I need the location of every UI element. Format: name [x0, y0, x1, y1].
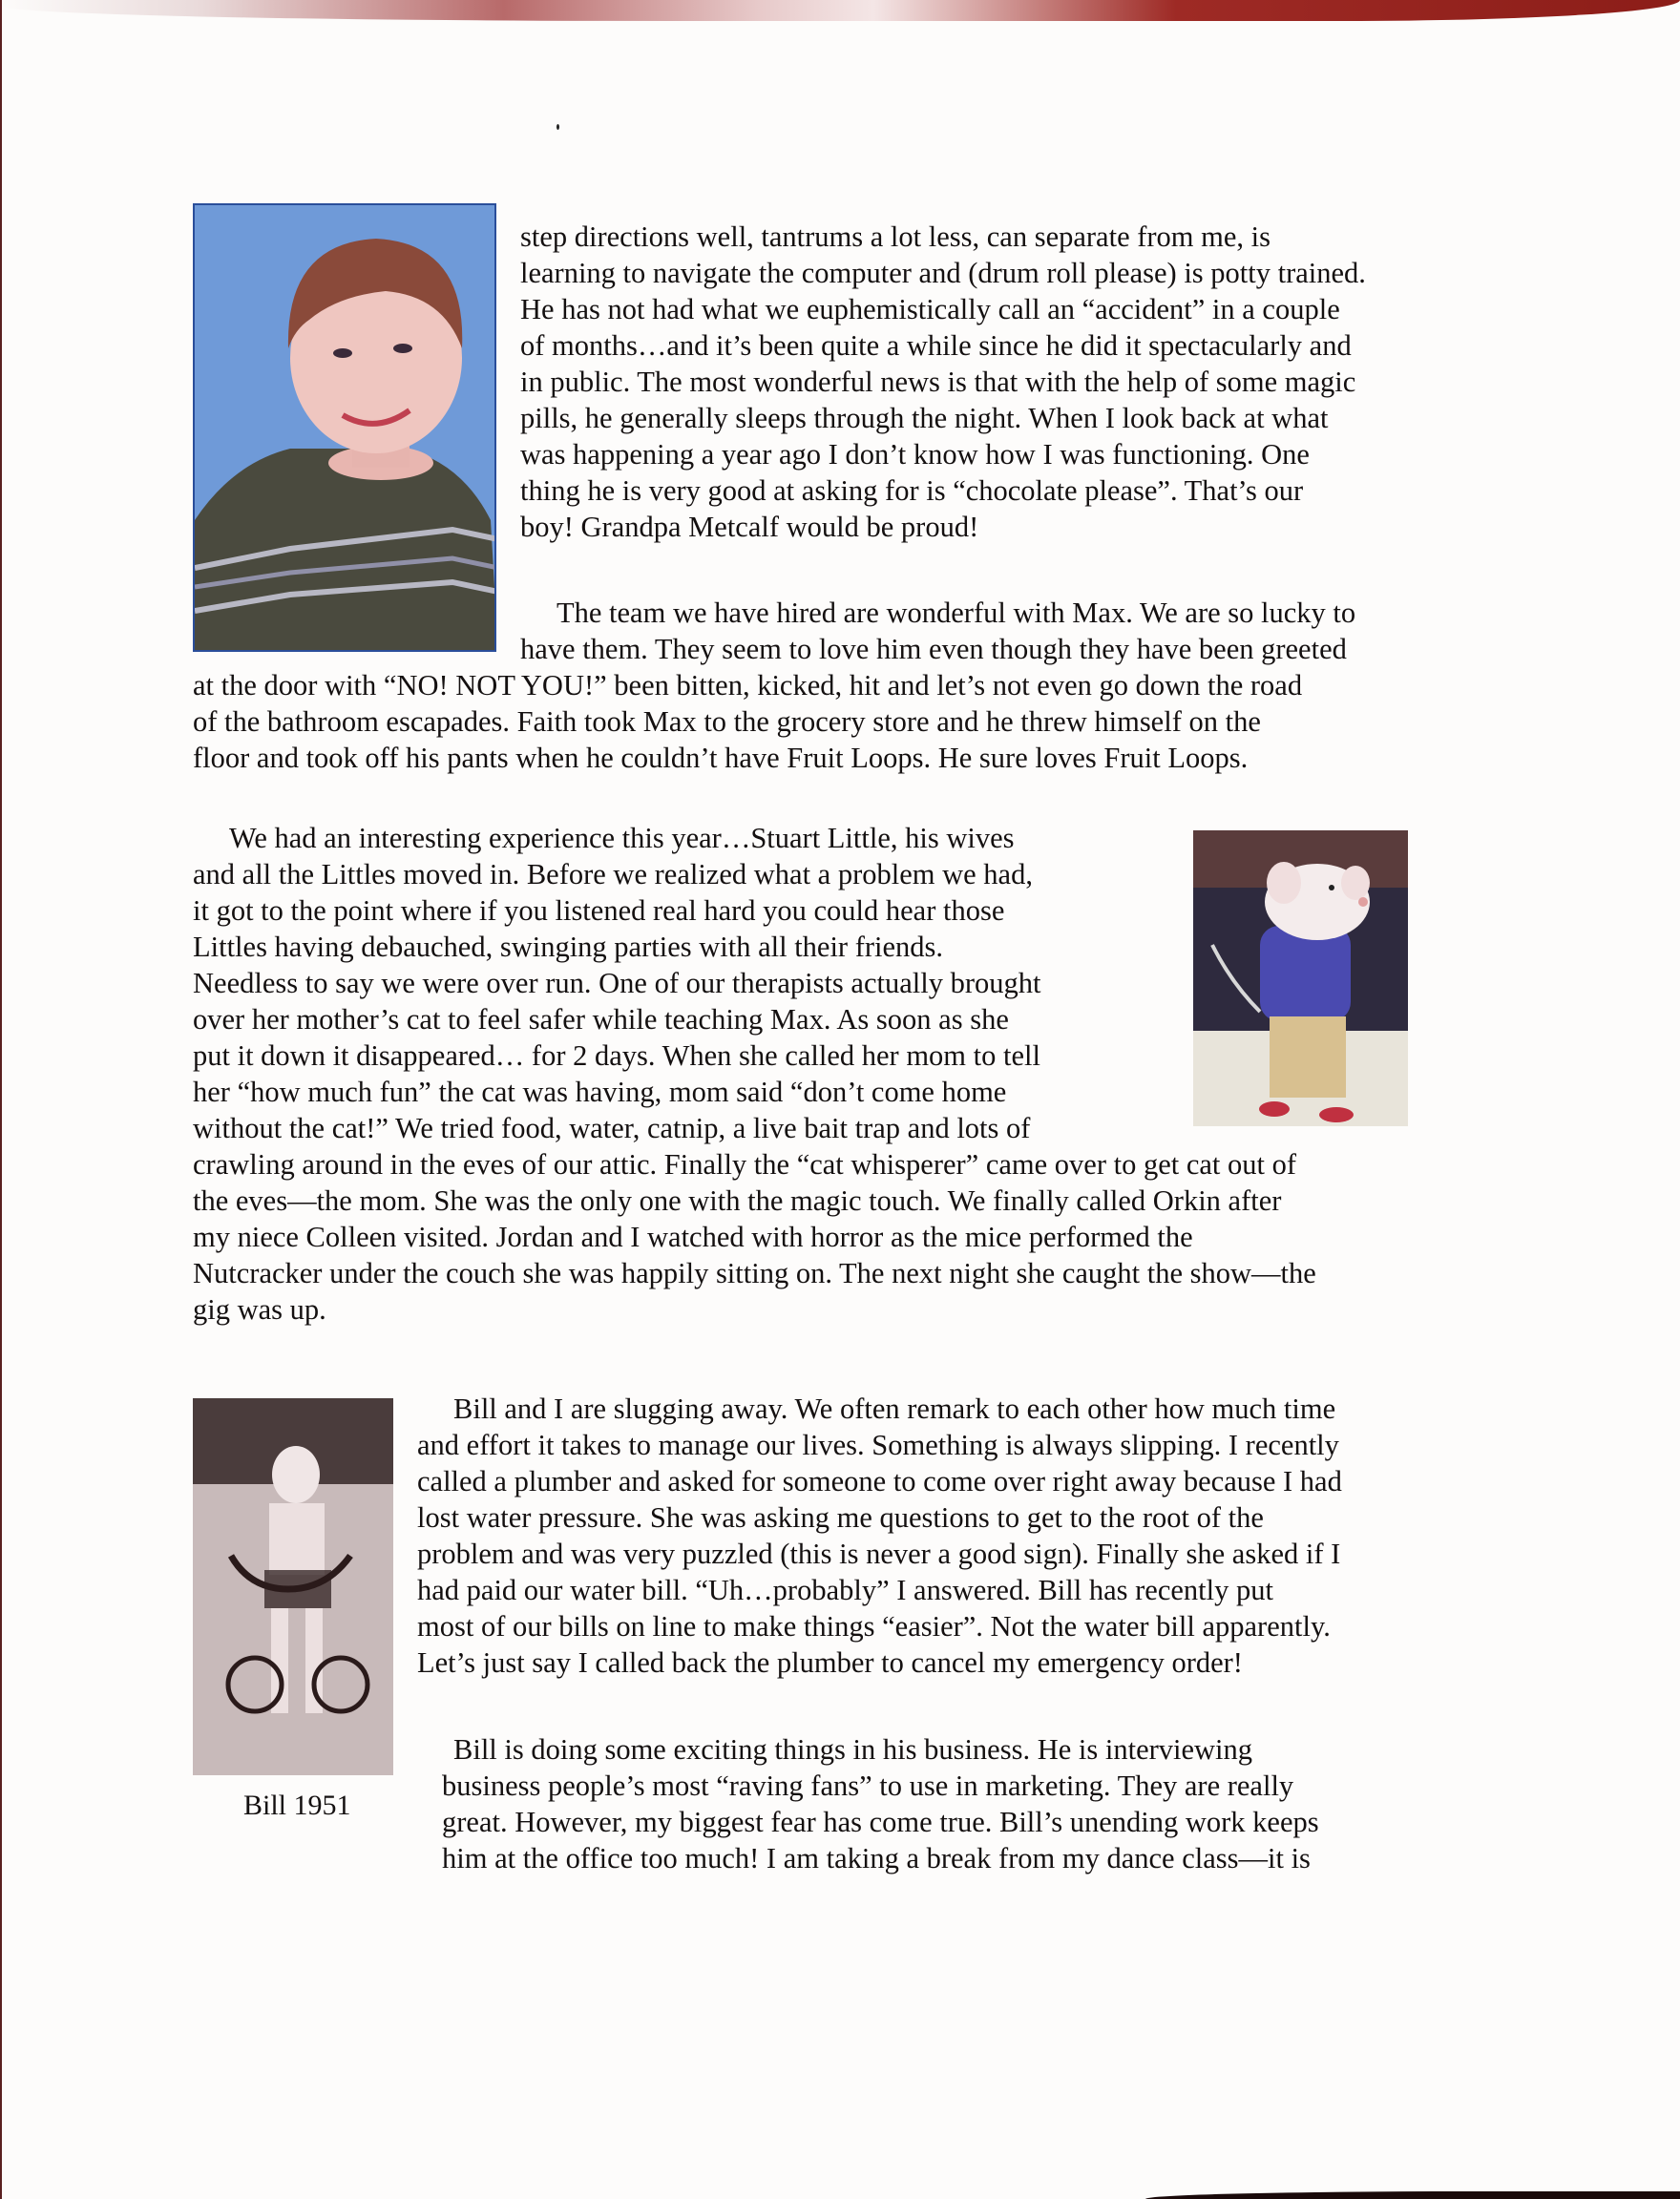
text-line: thing he is very good at asking for is “chocolate please”. That’s our — [520, 474, 1304, 507]
text-line: the eves—the mom. She was the only one with the magic touch. We finally called Orkin after — [193, 1184, 1282, 1217]
text-line: learning to navigate the computer and (drum roll please) is potty trained. — [520, 257, 1366, 289]
text-line: at the door with “NO! NOT YOU!” been bitten, kicked, hit and let’s not even go down the road — [193, 669, 1303, 702]
text-line: had paid our water bill. “Uh…probably” I answered. Bill has recently put — [417, 1574, 1273, 1606]
text-line: business people’s most “raving fans” to use in marketing. They are really — [442, 1770, 1294, 1802]
text-line: and effort it takes to manage our lives. Something is always slipping. I recently — [417, 1429, 1339, 1461]
text-line: gig was up. — [193, 1293, 326, 1326]
text-line: Needless to say we were over run. One of our therapists actually brought — [193, 967, 1041, 999]
text-line: Nutcracker under the couch she was happily sitting on. The next night she caught the show—the — [193, 1257, 1316, 1289]
text-line: Let’s just say I called back the plumber to cancel my emergency order! — [417, 1646, 1243, 1679]
text-line: floor and took off his pants when he couldn’t have Fruit Loops. He sure loves Fruit Loops. — [193, 742, 1249, 774]
tricycle-illustration — [193, 1398, 393, 1775]
text-line: without the cat!” We tried food, water, catnip, a live bait trap and lots of — [193, 1112, 1031, 1144]
text-line: my niece Colleen visited. Jordan and I watched with horror as the mice performed the — [193, 1221, 1193, 1253]
binder-edge-bottom — [1145, 2191, 1680, 2199]
text-line: lost water pressure. She was asking me questions to get to the root of the — [417, 1501, 1264, 1534]
page-edge-left — [0, 0, 2, 2199]
stuart-little-mouse-photo — [1193, 830, 1408, 1126]
text-line: over her mother’s cat to feel safer while teaching Max. As soon as she — [193, 1003, 1009, 1036]
text-line: it got to the point where if you listened real hard you could hear those — [193, 894, 1005, 927]
text-line: of months…and it’s been quite a while since he did it spectacularly and — [520, 329, 1352, 362]
text-line: He has not had what we euphemistically call an “accident” in a couple — [520, 293, 1340, 325]
bill-tricycle-photo — [193, 1398, 393, 1775]
text-line: called a plumber and asked for someone to come over right away because I had — [417, 1465, 1342, 1497]
ink-speck — [556, 124, 559, 130]
text-line: in public. The most wonderful news is that with the help of some magic — [520, 366, 1356, 398]
text-line: him at the office too much! I am taking a break from my dance class—it is — [442, 1842, 1311, 1874]
text-line: Littles having debauched, swinging parties with all their friends. — [193, 931, 944, 963]
text-line: problem and was very puzzled (this is never a good sign). Finally she asked if I — [417, 1538, 1341, 1570]
text-line: have them. They seem to love him even though they have been greeted — [520, 633, 1347, 665]
text-line: boy! Grandpa Metcalf would be proud! — [520, 511, 979, 543]
text-line: pills, he generally sleeps through the night. When I look back at what — [520, 402, 1329, 434]
mouse-illustration — [1193, 830, 1408, 1126]
text-line: crawling around in the eves of our attic. Finally the “cat whisperer” came over to get cat out of — [193, 1148, 1297, 1181]
text-line: Bill and I are slugging away. We often remark to each other how much time — [453, 1393, 1336, 1425]
text-line: most of our bills on line to make things “easier”. Not the water bill apparently. — [417, 1610, 1331, 1643]
text-line: step directions well, tantrums a lot less, can separate from me, is — [520, 220, 1271, 253]
boy-portrait-illustration — [195, 205, 496, 652]
text-line: and all the Littles moved in. Before we realized what a problem we had, — [193, 858, 1033, 890]
photo-caption-bill-1951: Bill 1951 — [243, 1790, 351, 1821]
binder-edge-top — [0, 0, 1680, 21]
text-line: The team we have hired are wonderful with Max. We are so lucky to — [556, 597, 1356, 629]
boy-portrait-photo — [193, 203, 496, 652]
text-line: We had an interesting experience this year…Stuart Little, his wives — [229, 822, 1015, 854]
text-line: great. However, my biggest fear has come true. Bill’s unending work keeps — [442, 1806, 1319, 1838]
text-line: was happening a year ago I don’t know how I was functioning. One — [520, 438, 1310, 471]
text-line: put it down it disappeared… for 2 days. When she called her mom to tell — [193, 1039, 1040, 1072]
text-line: of the bathroom escapades. Faith took Max to the grocery store and he threw himself on the — [193, 705, 1261, 738]
text-line: her “how much fun” the cat was having, mom said “don’t come home — [193, 1076, 1007, 1108]
text-line: Bill is doing some exciting things in his business. He is interviewing — [453, 1733, 1253, 1766]
